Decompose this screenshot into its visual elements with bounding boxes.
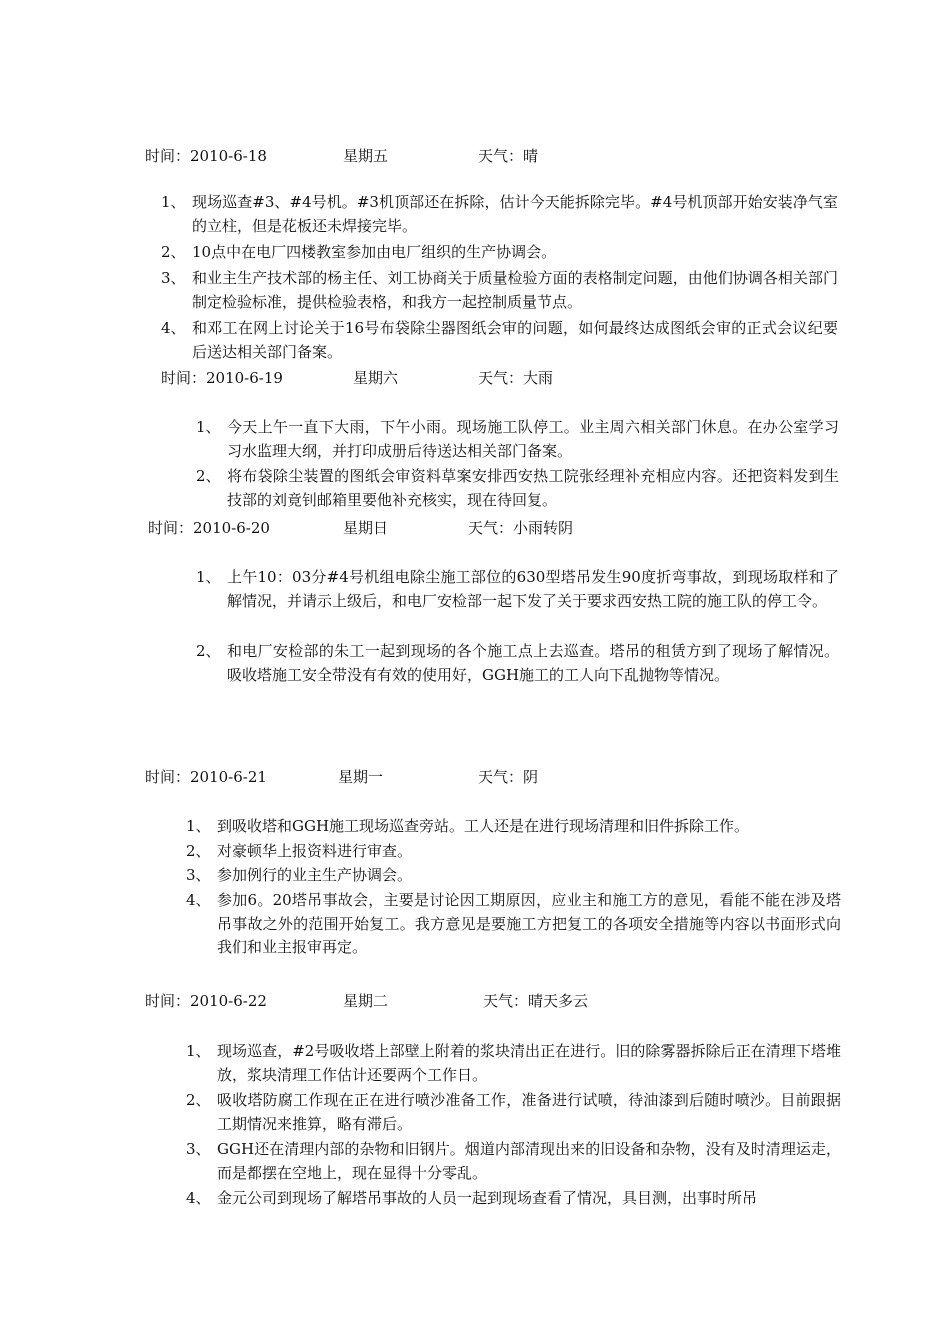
item-text: 将布袋除尘装置的图纸会审资料草案安排西安热工院张经理补充相应内容。还把资料发到生技部的刘竟钊邮箱里要他补充核实，现在待回复。 — [227, 467, 839, 509]
list-item — [196, 640, 839, 687]
entry-date: 时间：2010-6-19 — [161, 369, 283, 387]
item-text: 现场巡查，#2号吸收塔上部壁上附着的浆块清出正在进行。旧的除雾器拆除后正在清理下塔堆放，浆块清理工作估计还要两个工作日。 — [217, 1042, 841, 1084]
item-text: GGH还在清理内部的杂物和旧钢片。烟道内部清现出来的旧设备和杂物，没有及时清理运走，而是都摆在空地上，现在显得十分零乱。 — [217, 1140, 841, 1182]
item-text: 10点中在电厂四楼教室参加由电厂组织的生产协调会。 — [192, 243, 557, 261]
item-number: 1、 — [186, 817, 211, 835]
list-item — [161, 191, 838, 238]
entry-weather: 天气：小雨转阴 — [468, 519, 574, 537]
item-number: 3、 — [161, 269, 186, 287]
list-item — [161, 317, 838, 364]
entry-weather: 天气：晴 — [478, 147, 539, 165]
item-text: 吸收塔防腐工作现在正在进行喷沙准备工作，准备进行试喷，待油漆到后随时喷沙。目前跟据工期情况来推算，略有滞后。 — [217, 1091, 841, 1133]
entry-weekday: 星期六 — [353, 369, 399, 387]
item-text: 参加6。20塔吊事故会，主要是讨论因工期原因，应业主和施工方的意见，看能不能在涉及塔吊事故之外的范围开始复工。我方意见是要施工方把复工的各项安全措施等内容以书面形式向我们和业主报审再定。 — [217, 891, 841, 956]
entry-date: 时间：2010-6-22 — [145, 992, 267, 1010]
list-item — [186, 1187, 841, 1211]
entry-date: 时间：2010-6-20 — [148, 519, 270, 537]
item-text: 参加例行的业主生产协调会。 — [217, 866, 413, 884]
entry-weekday: 星期日 — [343, 519, 389, 537]
entry-header — [0, 517, 950, 539]
entry-weekday: 星期二 — [343, 992, 389, 1010]
item-number: 4、 — [186, 891, 211, 909]
item-text: 和电厂安检部的朱工一起到现场的各个施工点上去巡查。塔吊的租赁方到了现场了解情况。吸收塔施工安全带没有有效的使用好，GGH施工的工人向下乱抛物等情况。 — [227, 642, 839, 684]
list-item — [186, 864, 841, 888]
entry-header — [0, 145, 950, 167]
item-text: 和业主生产技术部的杨主任、刘工协商关于质量检验方面的表格制定问题，由他们协调各相关部门制定检验标准，提供检验表格，和我方一起控制质量节点。 — [192, 269, 838, 311]
item-number: 4、 — [186, 1189, 211, 1207]
entry-weekday: 星期五 — [343, 147, 389, 165]
entry-weather: 天气：阴 — [478, 768, 539, 786]
item-number: 2、 — [196, 467, 221, 485]
entry-date: 时间：2010-6-18 — [145, 147, 267, 165]
list-item — [186, 1040, 841, 1087]
entry-header — [0, 766, 950, 788]
item-text: 现场巡查#3、#4号机。#3机顶部还在拆除，估计今天能拆除完毕。#4号机顶部开始安装净气室的立柱，但是花板还未焊接完毕。 — [192, 193, 838, 235]
list-item — [161, 241, 838, 265]
entry-date: 时间：2010-6-21 — [145, 768, 267, 786]
entry-header — [0, 990, 950, 1012]
item-text: 金元公司到现场了解塔吊事故的人员一起到现场查看了情况，具目测，出事时所吊 — [217, 1189, 758, 1207]
list-item — [186, 840, 841, 864]
item-number: 2、 — [161, 243, 186, 261]
list-item — [186, 1089, 841, 1136]
item-number: 2、 — [186, 842, 211, 860]
item-number: 4、 — [161, 319, 186, 337]
list-item — [196, 416, 839, 463]
item-number: 1、 — [161, 193, 186, 211]
item-text: 和邓工在网上讨论关于16号布袋除尘器图纸会审的问题，如何最终达成图纸会审的正式会议纪要后送达相关部门备案。 — [192, 319, 838, 361]
item-text: 今天上午一直下大雨，下午小雨。现场施工队停工。业主周六相关部门休息。在办公室学习习水监理大纲，并打印成册后待送达相关部门备案。 — [227, 418, 839, 460]
list-item — [161, 267, 838, 314]
list-item — [186, 889, 841, 960]
item-number: 3、 — [186, 1140, 211, 1158]
item-text: 上午10：03分#4号机组电除尘施工部位的630型塔吊发生90度折弯事故，到现场取样和了解情况，并请示上级后，和电厂安检部一起下发了关于要求西安热工院的施工队的停工令。 — [227, 568, 839, 610]
item-text: 对豪顿华上报资料进行审查。 — [217, 842, 413, 860]
item-number: 1、 — [186, 1042, 211, 1060]
item-number: 1、 — [196, 418, 221, 436]
entry-weather: 天气：晴天多云 — [483, 992, 589, 1010]
list-item — [196, 465, 839, 512]
list-item — [196, 566, 839, 613]
item-number: 2、 — [196, 642, 221, 660]
entry-weekday: 星期一 — [338, 768, 384, 786]
list-item — [186, 1138, 841, 1185]
item-text: 到吸收塔和GGH施工现场巡查旁站。工人还是在进行现场清理和旧件拆除工作。 — [217, 817, 750, 835]
item-number: 1、 — [196, 568, 221, 586]
item-number: 2、 — [186, 1091, 211, 1109]
list-item — [186, 815, 841, 839]
item-number: 3、 — [186, 866, 211, 884]
entry-weather: 天气：大雨 — [478, 369, 554, 387]
entry-header — [0, 367, 950, 389]
